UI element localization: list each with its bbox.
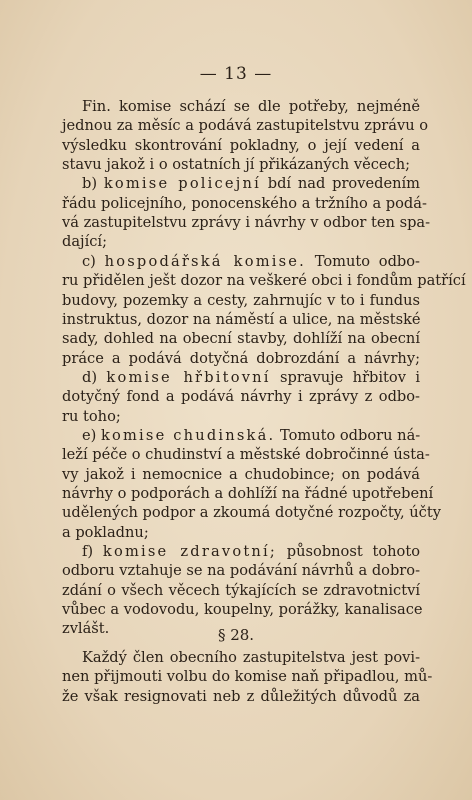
text-run: výsledku skontrování pokladny, o její vedení a (62, 136, 420, 154)
page-number: — 13 — (199, 64, 273, 84)
text-line (62, 194, 427, 213)
spaced-term: komise chudinská. (100, 426, 276, 444)
text-line (62, 561, 420, 580)
text-run: zdání o všech věcech týkajících se zdravotnictví (62, 581, 420, 599)
text-run: působnost tohoto (276, 543, 420, 561)
text-run: c) (82, 252, 105, 270)
text-run: vy jakož i nemocnice a chudobince; on podává (62, 465, 420, 483)
text-line (62, 581, 420, 600)
text-line (62, 213, 431, 232)
text-run: vůbec a vodovodu, koupelny, porážky, kanalisace (62, 601, 423, 619)
text-run: e) (82, 426, 101, 444)
text-run: a pokladnu; (62, 523, 149, 541)
text-line (62, 523, 420, 542)
text-line (62, 136, 420, 155)
spaced-term: komise zdravotní; (102, 543, 277, 561)
text-line (82, 97, 420, 116)
text-run: d) (82, 368, 107, 386)
text-run: instruktus, dozor na náměstí a ulice, na městské (62, 310, 421, 328)
text-run: f) (82, 543, 103, 561)
text-line (82, 368, 420, 387)
text-run: udělených podpor a zkoumá dotyčné rozpočty, účty (62, 504, 441, 522)
text-run: práce a podává dotyčná dobrozdání a návrhy; (62, 349, 420, 367)
text-line (82, 174, 420, 193)
text-line (82, 648, 420, 667)
text-run: Tomuto odboru ná- (275, 426, 421, 444)
text-line (62, 291, 420, 310)
text-line (62, 271, 466, 290)
text-run: návrhy o podporách a dohlíží na řádné upotřebení (62, 485, 434, 502)
text-line (62, 503, 441, 522)
text-line (62, 387, 420, 406)
text-line (62, 155, 420, 174)
text-run: spravuje hřbitov i (270, 368, 420, 386)
text-run: dotyčný fond a podává návrhy i zprávy z odbo- (62, 388, 420, 406)
text-line (62, 445, 430, 464)
text-line (62, 116, 429, 135)
text-run: Každý člen obecního zastupitelstva jest povi- (82, 649, 420, 666)
text-line (62, 484, 434, 503)
text-run: řádu policejního, ponocenského a tržního a podá- (62, 194, 427, 212)
text-line (62, 349, 420, 368)
text-line (62, 687, 420, 706)
text-run: stavu jakož i o ostatních jí přikázaných věcech; (62, 156, 411, 174)
text-run: budovy, pozemky a cesty, zahrnujíc v to i fundus (62, 291, 420, 309)
text-run: bdí nad provedením (260, 175, 420, 193)
spaced-term: komise policejní (103, 175, 261, 193)
text-line (62, 667, 433, 686)
text-run: sady, dohled na obecní stavby, dohlíží na obecní (62, 330, 420, 348)
text-run: Tomuto odbo- (305, 252, 420, 270)
text-run: ru toho; (62, 407, 121, 425)
text-line (82, 252, 420, 271)
text-run: odboru vztahuje se na podávání návrhů a dobro- (62, 562, 420, 580)
text-line (82, 426, 420, 445)
text-run: Fin. komise schází se dle potřeby, nejméně (82, 98, 420, 115)
text-run: jednou za měsíc a podává zastupitelstvu zprávu o (62, 117, 429, 135)
section-heading: § 28. (217, 626, 255, 644)
text-line (62, 232, 420, 251)
spaced-term: komise hřbitovní (106, 368, 271, 386)
text-line (62, 600, 423, 619)
text-line (62, 407, 420, 426)
spaced-term: hospodářská komise. (104, 252, 306, 270)
text-run: ru přidělen ješt dozor na veškeré obci i fondům patřící (62, 272, 466, 290)
text-run: nen přijmouti volbu do komise naň připadlou, mů- (62, 668, 433, 686)
text-run: leží péče o chudinství a městské dobročinné ústa- (62, 446, 430, 464)
text-line (62, 329, 420, 348)
text-run: dající; (62, 233, 107, 251)
text-run: vá zastupitelstvu zprávy i návrhy v odbor ten spa- (62, 214, 431, 232)
text-line (62, 310, 420, 329)
text-run: b) (82, 175, 104, 193)
text-run: že však resignovati neb z důležitých důvodů za (62, 687, 420, 705)
text-line (82, 542, 420, 561)
text-run: zvlášt. (62, 620, 110, 638)
text-line (62, 465, 420, 484)
